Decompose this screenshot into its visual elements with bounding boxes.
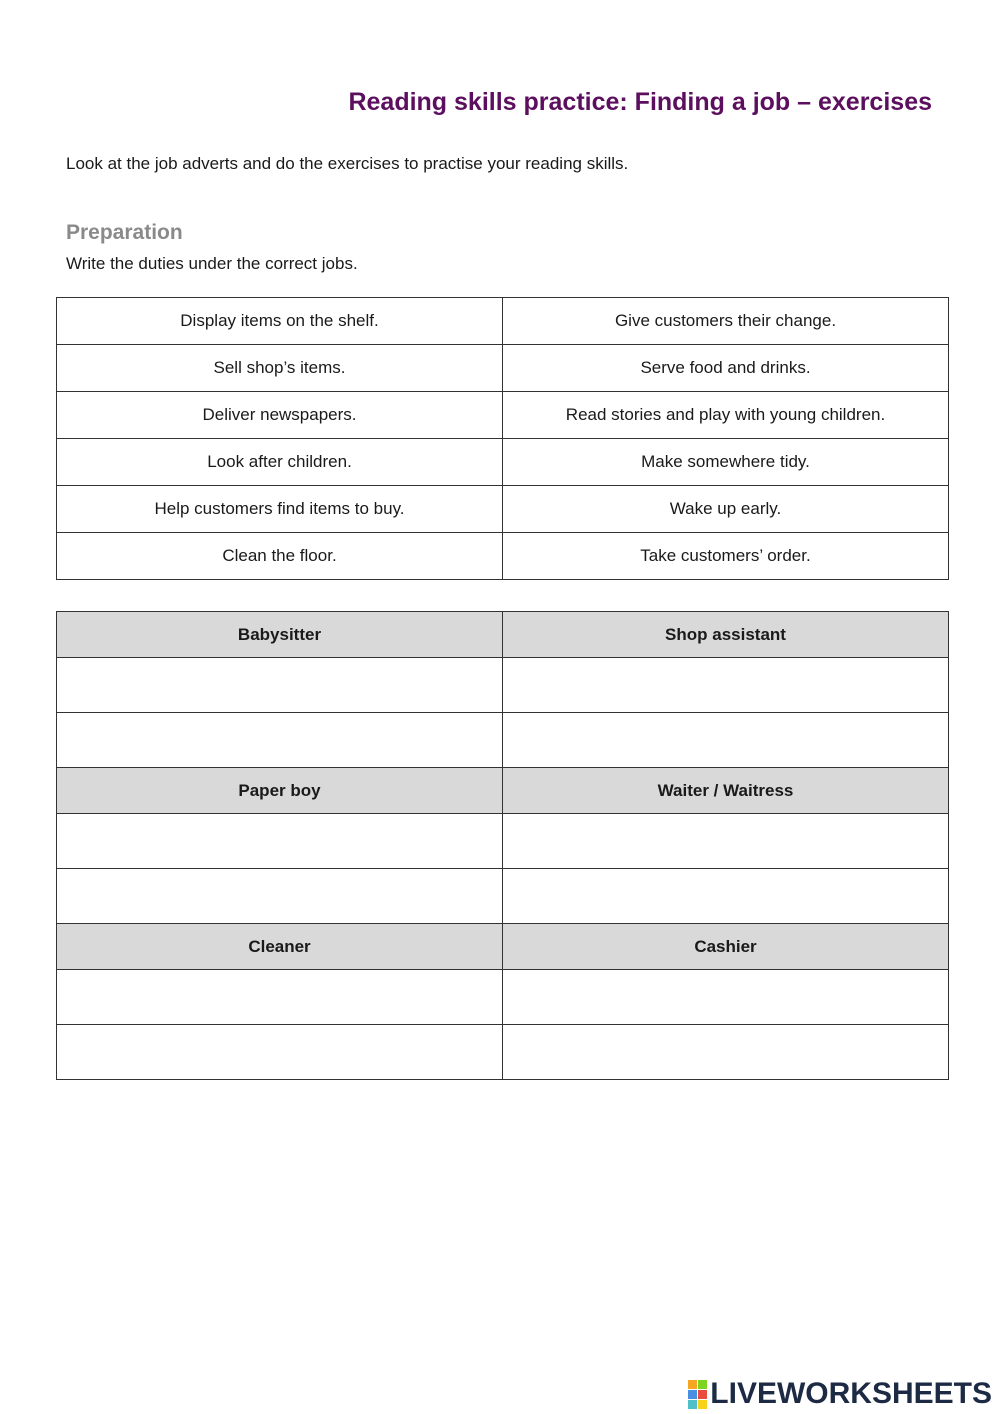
answer-cell[interactable] [57, 1025, 503, 1080]
logo-square [698, 1380, 707, 1389]
answer-cell[interactable] [503, 869, 949, 924]
logo-square [688, 1400, 697, 1409]
job-header-row [57, 924, 949, 970]
duty-cell: Make somewhere tidy. [503, 439, 949, 486]
answer-cell[interactable] [57, 713, 503, 768]
answer-row [57, 869, 949, 924]
job-header-cashier: Cashier [503, 924, 949, 970]
duty-cell: Look after children. [57, 439, 503, 486]
duty-cell: Wake up early. [503, 486, 949, 533]
logo-square [688, 1390, 697, 1399]
job-header-babysitter: Babysitter [57, 612, 503, 658]
logo-mark-icon [688, 1380, 707, 1409]
logo-square [698, 1390, 707, 1399]
answer-cell[interactable] [57, 658, 503, 713]
duty-cell: Help customers find items to buy. [57, 486, 503, 533]
duty-cell: Take customers’ order. [503, 533, 949, 580]
answer-cell[interactable] [57, 814, 503, 869]
answer-row [57, 1025, 949, 1080]
answer-cell[interactable] [503, 658, 949, 713]
answer-row [57, 658, 949, 713]
answer-cell[interactable] [503, 970, 949, 1025]
job-header-shop-assistant: Shop assistant [503, 612, 949, 658]
answer-cell[interactable] [57, 869, 503, 924]
table-row [57, 439, 949, 486]
table-row [57, 486, 949, 533]
duty-cell: Clean the floor. [57, 533, 503, 580]
job-header-cleaner: Cleaner [57, 924, 503, 970]
logo-square [688, 1380, 697, 1389]
answer-row [57, 814, 949, 869]
job-header-row [57, 768, 949, 814]
answer-cell[interactable] [503, 814, 949, 869]
job-header-paper-boy: Paper boy [57, 768, 503, 814]
duty-cell: Serve food and drinks. [503, 345, 949, 392]
instruction-text: Write the duties under the correct jobs. [66, 254, 358, 273]
page-title: Reading skills practice: Finding a job – exercises [348, 88, 932, 116]
answer-cell[interactable] [57, 970, 503, 1025]
answer-cell[interactable] [503, 1025, 949, 1080]
duty-cell: Sell shop’s items. [57, 345, 503, 392]
table-row [57, 345, 949, 392]
duty-cell: Give customers their change. [503, 298, 949, 345]
logo-text: LIVEWORKSHEETS [710, 1377, 992, 1410]
logo-square [698, 1400, 707, 1409]
table-row [57, 533, 949, 580]
duty-cell: Read stories and play with young children. [503, 392, 949, 439]
table-row [57, 392, 949, 439]
intro-text: Look at the job adverts and do the exercises to practise your reading skills. [66, 154, 629, 173]
job-header-row [57, 612, 949, 658]
liveworksheets-logo [688, 1374, 992, 1414]
job-header-waiter-waitress: Waiter / Waitress [503, 768, 949, 814]
answer-row [57, 970, 949, 1025]
duties-table [56, 297, 949, 580]
duty-cell: Display items on the shelf. [57, 298, 503, 345]
answer-cell[interactable] [503, 713, 949, 768]
answer-row [57, 713, 949, 768]
section-heading-preparation: Preparation [66, 221, 183, 244]
table-row [57, 298, 949, 345]
duty-cell: Deliver newspapers. [57, 392, 503, 439]
jobs-table [56, 611, 949, 1080]
